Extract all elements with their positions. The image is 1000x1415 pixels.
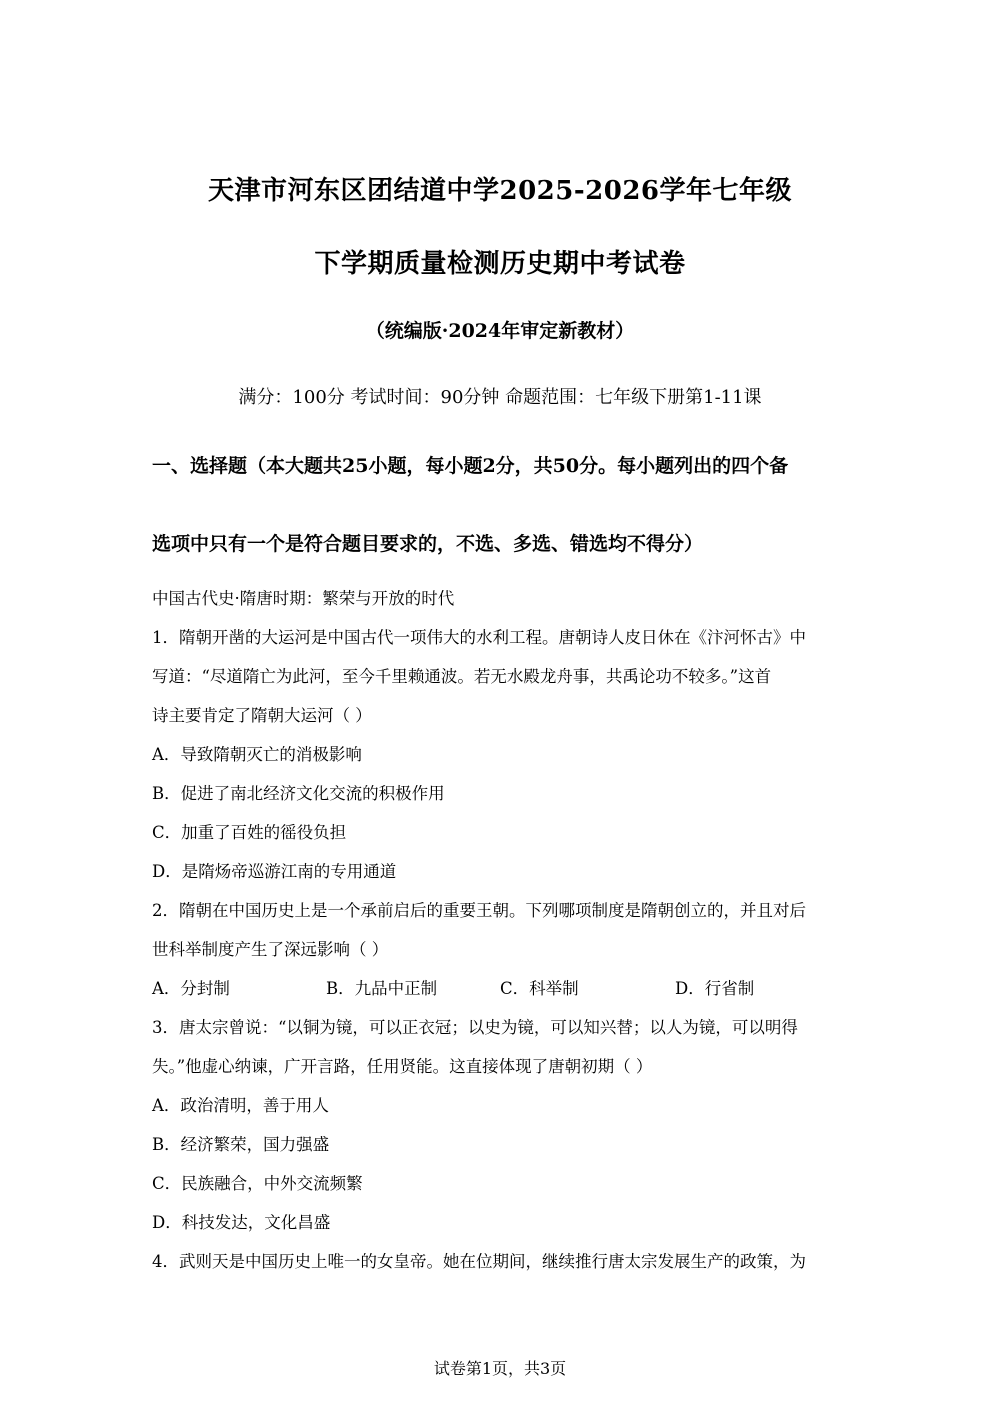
- q1-stem-line1: 1．隋朝开凿的大运河是中国古代一项伟大的水利工程。唐朝诗人皮日休在《汴河怀古》中: [152, 628, 806, 647]
- q3-option-a: A．政治清明，善于用人: [152, 1096, 329, 1115]
- edition-subtitle: （统编版·2024年审定新教材）: [365, 320, 635, 342]
- q3-stem-line2: 失。”他虚心纳谏，广开言路，任用贤能。这直接体现了唐朝初期（ ）: [152, 1057, 653, 1076]
- q1-option-d: D．是隋炀帝巡游江南的专用通道: [152, 862, 397, 881]
- topic-label: 中国古代史·隋唐时期：繁荣与开放的时代: [152, 589, 455, 608]
- q2-stem-line2: 世科举制度产生了深远影响（ ）: [152, 940, 389, 959]
- q2-option-a: A．分封制: [152, 979, 230, 998]
- section-heading-line2: 选项中只有一个是符合题目要求的，不选、多选、错选均不得分）: [152, 533, 704, 555]
- q1-stem-line3: 诗主要肯定了隋朝大运河（ ）: [152, 706, 372, 725]
- page-footer: 试卷第1页，共3页: [433, 1359, 567, 1378]
- q3-option-b: B．经济繁荣，国力强盛: [152, 1135, 330, 1154]
- q1-option-c: C．加重了百姓的徭役负担: [152, 823, 347, 842]
- exam-info: 满分：100分 考试时间：90分钟 命题范围：七年级下册第1-11课: [238, 387, 762, 408]
- exam-title-line1: 天津市河东区团结道中学2025-2026学年七年级: [207, 176, 793, 206]
- q2-option-b: B．九品中正制: [326, 979, 438, 998]
- q2-option-c: C．科举制: [500, 979, 579, 998]
- q4-stem-line1: 4．武则天是中国历史上唯一的女皇帝。她在位期间，继续推行唐太宗发展生产的政策，为: [152, 1252, 806, 1271]
- q1-option-a: A．导致隋朝灭亡的消极影响: [152, 745, 362, 764]
- q1-option-b: B．促进了南北经济文化交流的积极作用: [152, 784, 445, 803]
- section-heading-line1: 一、选择题（本大题共25小题，每小题2分，共50分。每小题列出的四个备: [152, 455, 789, 477]
- q1-stem-line2: 写道：“尽道隋亡为此河，至今千里赖通波。若无水殿龙舟事，共禹论功不较多。”这首: [152, 667, 772, 686]
- q3-stem-line1: 3．唐太宗曾说：“以铜为镜，可以正衣冠；以史为镜，可以知兴替；以人为镜，可以明得: [152, 1018, 798, 1037]
- q3-option-c: C．民族融合，中外交流频繁: [152, 1174, 363, 1193]
- q2-option-d: D．行省制: [675, 979, 755, 998]
- q3-option-d: D．科技发达，文化昌盛: [152, 1213, 331, 1232]
- q2-stem-line1: 2．隋朝在中国历史上是一个承前启后的重要王朝。下列哪项制度是隋朝创立的，并且对后: [152, 901, 806, 920]
- exam-title-line2: 下学期质量检测历史期中考试卷: [314, 249, 686, 279]
